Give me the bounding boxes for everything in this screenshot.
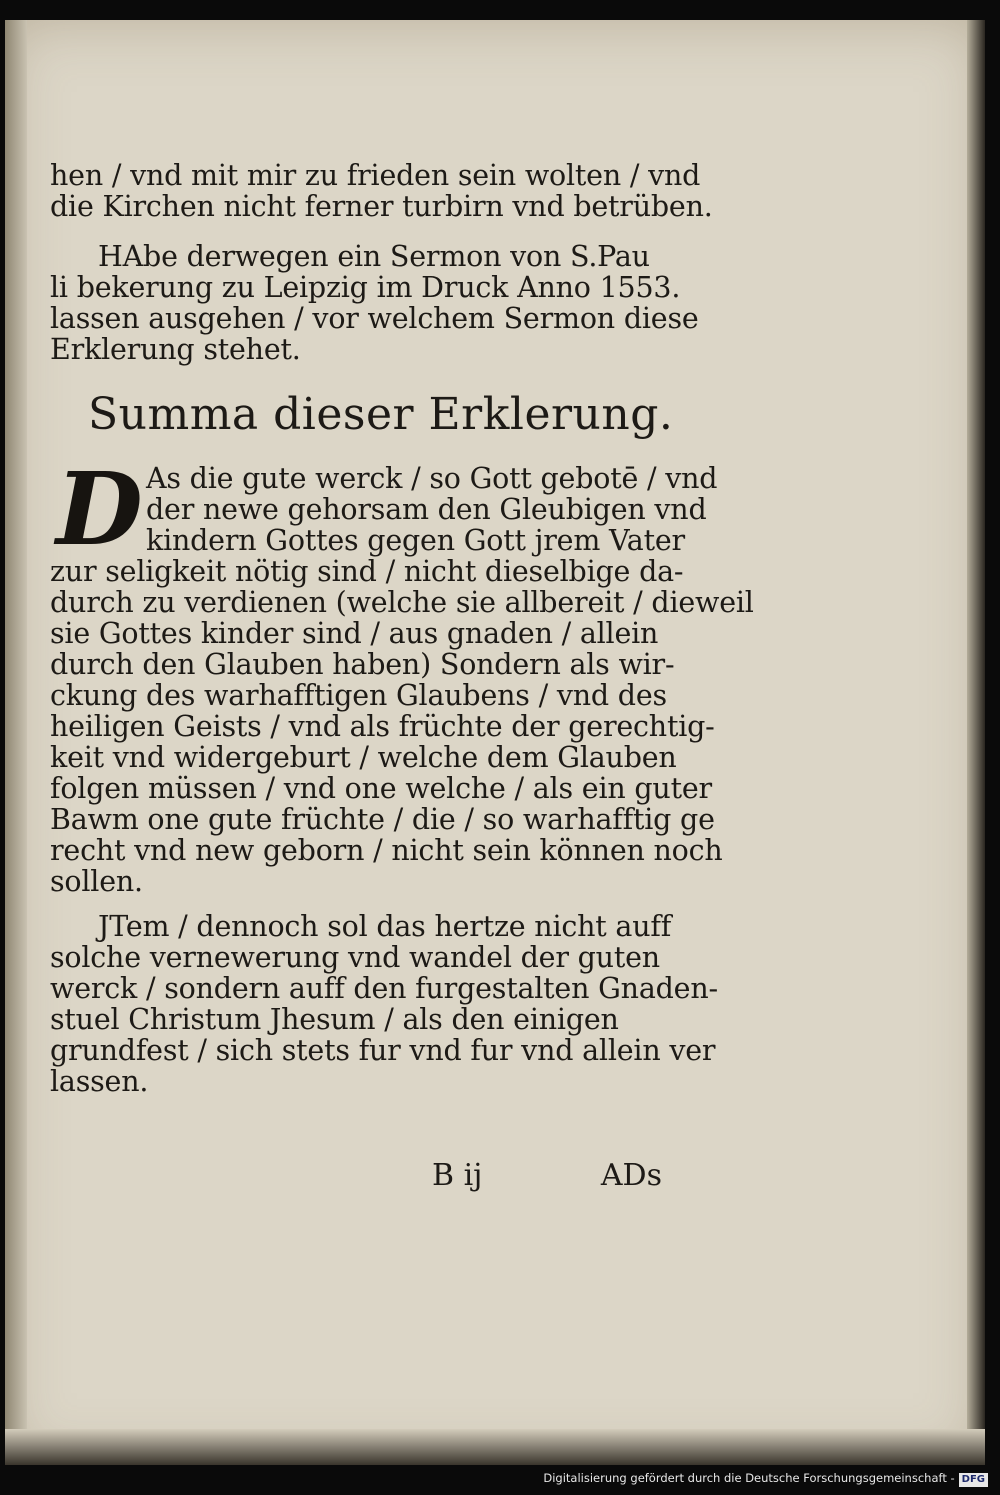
text-line: grundfest / sich stets fur vnd fur vnd allein ver <box>50 1034 716 1067</box>
text-line: JTem / dennoch sol das hertze nicht auff <box>98 910 672 943</box>
text-line: Bawm one gute früchte / die / so warhafftig ge <box>50 803 715 836</box>
text-line: sie Gottes kinder sind / aus gnaden / allein <box>50 617 659 650</box>
footer-credit: Digitalisierung gefördert durch die Deutsche Forschungsgemeinschaft - <box>543 1471 955 1485</box>
text-line: folgen müssen / vnd one welche / als ein guter <box>50 772 712 805</box>
page-spine-shadow <box>5 20 27 1465</box>
page-catchwords <box>432 1158 662 1196</box>
signature-mark: B ij <box>432 1158 483 1193</box>
page-text <box>50 159 754 1098</box>
paragraph-opening <box>50 450 718 568</box>
text-line: heiligen Geists / vnd als früchte der gerechtig- <box>50 710 715 743</box>
section-heading: Summa dieser Erklerung. <box>88 389 674 440</box>
text-line: recht vnd new geborn / nicht sein können noch <box>50 834 723 867</box>
text-line: Erklerung stehet. <box>50 333 301 366</box>
text-line: die Kirchen nicht ferner turbirn vnd betrüben. <box>50 190 713 223</box>
dfg-logo: DFG <box>959 1473 988 1487</box>
text-line: As die gute werck / so Gott gebotē / vnd <box>146 462 718 495</box>
text-line: der newe gehorsam den Gleubigen vnd <box>146 493 707 526</box>
text-line: zur seligkeit nötig sind / nicht dieselbige da- <box>50 555 684 588</box>
page-bottom-edge <box>5 1429 985 1465</box>
text-line: solche vernewerung vnd wandel der guten <box>50 941 660 974</box>
text-line: lassen ausgehen / vor welchem Sermon diese <box>50 302 699 335</box>
text-line: durch den Glauben haben) Sondern als wir- <box>50 648 675 681</box>
text-line: durch zu verdienen (welche sie allbereit / dieweil <box>50 586 754 619</box>
text-line: li bekerung zu Leipzig im Druck Anno 1553. <box>50 271 681 304</box>
text-line: HAbe derwegen ein Sermon von S.Pau <box>98 240 650 273</box>
text-line: sollen. <box>50 865 143 898</box>
catchword: ADs <box>600 1158 662 1193</box>
drop-cap: D <box>56 450 143 568</box>
text-line: hen / vnd mit mir zu frieden sein wolten / vnd <box>50 159 701 192</box>
text-line: stuel Christum Jhesum / als den einigen <box>50 1003 619 1036</box>
text-line: ckung des warhafftigen Glaubens / vnd des <box>50 679 667 712</box>
page-right-edge <box>967 20 985 1465</box>
text-line: werck / sondern auff den furgestalten Gnaden- <box>50 972 718 1005</box>
text-line: keit vnd widergeburt / welche dem Glauben <box>50 741 677 774</box>
text-line: kindern Gottes gegen Gott jrem Vater <box>146 524 685 557</box>
text-line: lassen. <box>50 1065 149 1098</box>
digitization-footer <box>543 1471 988 1491</box>
